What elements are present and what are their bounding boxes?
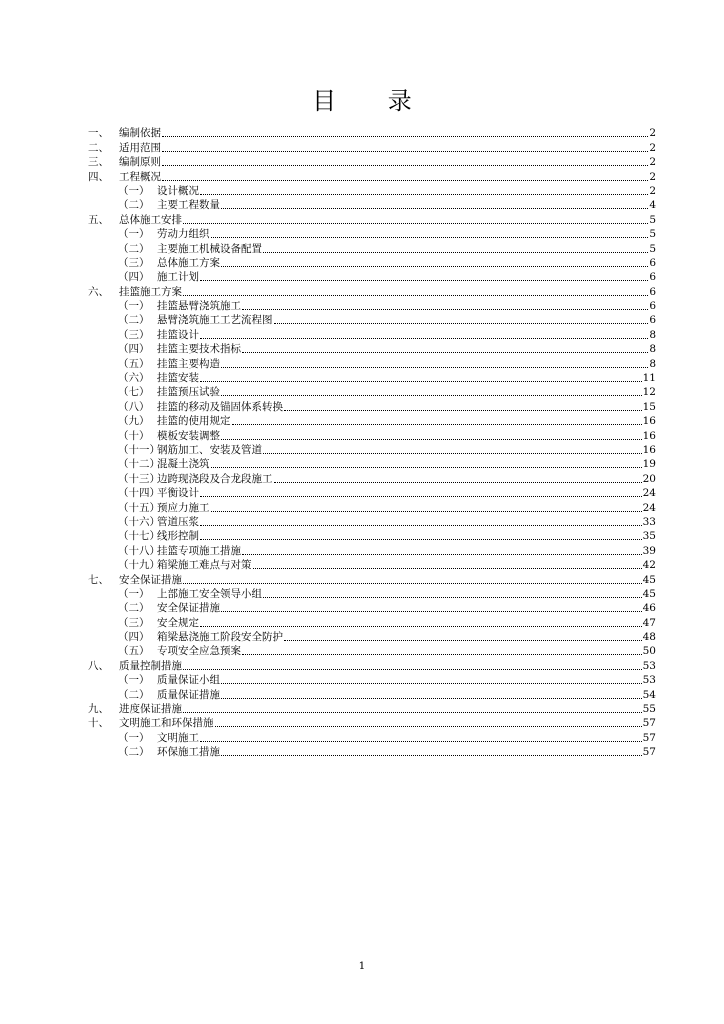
page-number: 1 [358, 960, 366, 972]
toc-entry-page: 57 [642, 746, 656, 759]
table-of-contents [88, 126, 656, 759]
toc-entry-number: （三） [118, 616, 150, 629]
toc-entry-title: 平衡设计 [157, 487, 199, 500]
toc-entry-title: 模板安装调整 [157, 429, 220, 442]
toc-entry-page: 5 [649, 213, 656, 226]
toc-entry[interactable] [88, 399, 656, 413]
toc-entry-number: （二） [118, 688, 150, 701]
toc-entry-number: 七、 [88, 573, 109, 586]
toc-dot-leader [221, 395, 642, 396]
toc-entry-number: （一） [118, 731, 150, 744]
toc-entry[interactable] [88, 327, 656, 341]
toc-entry-number: （三） [118, 256, 150, 269]
toc-dot-leader [200, 338, 648, 339]
toc-entry-title: 环保施工措施 [157, 746, 220, 759]
toc-entry[interactable] [88, 313, 656, 327]
toc-entry-number: 三、 [88, 156, 109, 169]
toc-entry[interactable] [88, 716, 656, 730]
toc-entry-page: 2 [649, 156, 656, 169]
toc-entry[interactable] [88, 673, 656, 687]
toc-entry-page: 11 [642, 372, 656, 385]
toc-entry-number: （十九） [118, 559, 160, 572]
toc-entry-number: （十二） [118, 458, 160, 471]
toc-entry-page: 47 [642, 616, 656, 629]
toc-entry[interactable] [88, 443, 656, 457]
toc-dot-leader [221, 266, 648, 267]
toc-entry[interactable] [88, 169, 656, 183]
toc-entry[interactable] [88, 745, 656, 759]
toc-entry[interactable] [88, 630, 656, 644]
toc-dot-leader [215, 726, 642, 727]
toc-dot-leader [284, 640, 642, 641]
toc-dot-leader [200, 626, 642, 627]
toc-dot-leader [183, 712, 642, 713]
toc-dot-leader [183, 669, 642, 670]
toc-entry-title: 管道压浆 [157, 515, 199, 528]
toc-entry-title: 质量保证小组 [157, 674, 220, 687]
toc-entry-number: （八） [118, 400, 150, 413]
toc-dot-leader [211, 467, 642, 468]
toc-entry-title: 劳动力组织 [157, 228, 210, 241]
toc-entry-page: 6 [649, 300, 656, 313]
toc-entry-number: （十） [118, 429, 150, 442]
toc-dot-leader [253, 568, 642, 569]
toc-entry-title: 进度保证措施 [119, 703, 182, 716]
toc-entry[interactable] [88, 198, 656, 212]
toc-entry-page: 5 [649, 228, 656, 241]
toc-entry-number: （二） [118, 746, 150, 759]
toc-entry-title: 悬臂浇筑施工工艺流程图 [157, 314, 273, 327]
toc-entry-page: 35 [642, 530, 656, 543]
toc-dot-leader [162, 180, 648, 181]
toc-dot-leader [162, 151, 648, 152]
toc-entry-number: 五、 [88, 213, 109, 226]
toc-entry-page: 16 [642, 415, 656, 428]
toc-entry-number: 六、 [88, 285, 109, 298]
toc-entry-number: 一、 [88, 127, 109, 140]
toc-dot-leader [211, 511, 642, 512]
toc-dot-leader [162, 165, 648, 166]
toc-entry[interactable] [88, 299, 656, 313]
toc-dot-leader [221, 611, 642, 612]
toc-entry[interactable] [88, 342, 656, 356]
toc-entry[interactable] [88, 515, 656, 529]
toc-entry-page: 55 [642, 703, 656, 716]
toc-entry-number: （二） [118, 199, 150, 212]
toc-dot-leader [200, 525, 642, 526]
toc-entry-number: （十一） [118, 443, 160, 456]
toc-entry-page: 42 [642, 559, 656, 572]
toc-entry[interactable] [88, 140, 656, 154]
toc-entry-title: 挂篮的移动及锚固体系转换 [157, 400, 283, 413]
toc-entry-number: （五） [118, 645, 150, 658]
toc-entry[interactable] [88, 486, 656, 500]
toc-entry-page: 39 [642, 544, 656, 557]
toc-entry[interactable] [88, 601, 656, 615]
toc-entry[interactable] [88, 212, 656, 226]
toc-entry-page: 15 [642, 400, 656, 413]
toc-entry-page: 20 [642, 472, 656, 485]
toc-entry-page: 5 [649, 242, 656, 255]
toc-entry-page: 6 [649, 314, 656, 327]
toc-entry-title: 适用范围 [119, 141, 161, 154]
toc-entry[interactable] [88, 371, 656, 385]
toc-entry[interactable] [88, 356, 656, 370]
toc-entry[interactable] [88, 126, 656, 140]
toc-entry-title: 混凝土浇筑 [157, 458, 210, 471]
toc-dot-leader [200, 741, 642, 742]
toc-entry-page: 4 [649, 199, 656, 212]
toc-entry-number: （六） [118, 372, 150, 385]
toc-dot-leader [200, 194, 648, 195]
toc-entry-title: 边跨现浇段及合龙段施工 [157, 472, 273, 485]
toc-entry-number: 四、 [88, 170, 109, 183]
toc-entry-title: 编制原则 [119, 156, 161, 169]
toc-entry-title: 挂篮主要构造 [157, 357, 220, 370]
toc-entry[interactable] [88, 730, 656, 744]
toc-entry-number: （七） [118, 386, 150, 399]
toc-dot-leader [200, 496, 642, 497]
toc-entry-number: （二） [118, 602, 150, 615]
toc-entry[interactable] [88, 687, 656, 701]
toc-entry-number: （一） [118, 674, 150, 687]
toc-dot-leader [263, 453, 642, 454]
toc-entry[interactable] [88, 270, 656, 284]
toc-dot-leader [221, 698, 642, 699]
toc-entry[interactable] [88, 644, 656, 658]
toc-dot-leader [221, 208, 648, 209]
toc-entry-number: （四） [118, 631, 150, 644]
toc-dot-leader [200, 539, 642, 540]
toc-entry-page: 2 [649, 170, 656, 183]
toc-entry-number: （十四） [118, 487, 160, 500]
toc-entry-page: 8 [649, 343, 656, 356]
toc-entry-title: 上部施工安全领导小组 [157, 587, 262, 600]
toc-entry-title: 编制依据 [119, 127, 161, 140]
toc-entry-page: 12 [642, 386, 656, 399]
toc-entry-page: 8 [649, 328, 656, 341]
toc-entry-number: （一） [118, 587, 150, 600]
toc-entry-page: 45 [642, 573, 656, 586]
toc-entry-page: 45 [642, 587, 656, 600]
toc-entry-number: 二、 [88, 141, 109, 154]
toc-entry-number: （二） [118, 314, 150, 327]
toc-entry-page: 46 [642, 602, 656, 615]
toc-dot-leader [274, 323, 649, 324]
toc-entry-number: （三） [118, 328, 150, 341]
toc-entry-page: 2 [649, 184, 656, 197]
toc-entry-title: 设计概况 [157, 184, 199, 197]
toc-entry-page: 6 [649, 256, 656, 269]
toc-dot-leader [183, 295, 648, 296]
toc-entry-page: 6 [649, 271, 656, 284]
toc-dot-leader [274, 482, 642, 483]
toc-entry-title: 线形控制 [157, 530, 199, 543]
toc-entry[interactable] [88, 241, 656, 255]
toc-entry-page: 8 [649, 357, 656, 370]
toc-entry-title: 文明施工和环保措施 [119, 717, 214, 730]
toc-entry-title: 总体施工安排 [119, 213, 182, 226]
toc-dot-leader [183, 583, 642, 584]
toc-entry-title: 安全保证措施 [157, 602, 220, 615]
toc-entry-title: 预应力施工 [157, 501, 210, 514]
toc-dot-leader [242, 554, 642, 555]
toc-entry-title: 总体施工方案 [157, 256, 220, 269]
toc-entry-title: 工程概况 [119, 170, 161, 183]
toc-entry-page: 19 [642, 458, 656, 471]
toc-entry-title: 施工计划 [157, 271, 199, 284]
toc-entry-title: 钢筋加工、安装及管道 [157, 443, 262, 456]
toc-entry-number: 十、 [88, 717, 109, 730]
toc-entry-title: 箱梁施工难点与对策 [157, 559, 252, 572]
toc-entry-page: 54 [642, 688, 656, 701]
toc-entry[interactable] [88, 457, 656, 471]
toc-entry-page: 16 [642, 429, 656, 442]
toc-entry-number: 八、 [88, 659, 109, 672]
toc-entry-title: 挂篮安装 [157, 372, 199, 385]
toc-entry-page: 48 [642, 631, 656, 644]
toc-dot-leader [211, 237, 649, 238]
toc-entry[interactable] [88, 558, 656, 572]
toc-entry-title: 挂篮的使用规定 [157, 415, 231, 428]
toc-entry[interactable] [88, 385, 656, 399]
toc-dot-leader [221, 755, 642, 756]
toc-entry-page: 24 [642, 501, 656, 514]
toc-entry-number: （一） [118, 184, 150, 197]
toc-entry-page: 57 [642, 717, 656, 730]
toc-entry-page: 2 [649, 127, 656, 140]
toc-entry-number: （九） [118, 415, 150, 428]
toc-entry-title: 专项安全应急预案 [157, 645, 241, 658]
toc-entry-title: 安全保证措施 [119, 573, 182, 586]
toc-dot-leader [221, 683, 642, 684]
toc-entry-number: （十六） [118, 515, 160, 528]
toc-entry-title: 主要施工机械设备配置 [157, 242, 262, 255]
toc-entry[interactable] [88, 587, 656, 601]
toc-entry[interactable] [88, 572, 656, 586]
toc-dot-leader [242, 654, 642, 655]
toc-entry-number: （一） [118, 228, 150, 241]
toc-entry-page: 53 [642, 674, 656, 687]
toc-entry[interactable] [88, 471, 656, 485]
toc-entry[interactable] [88, 500, 656, 514]
toc-entry-number: （十三） [118, 472, 160, 485]
toc-entry-number: （四） [118, 343, 150, 356]
toc-entry[interactable] [88, 615, 656, 629]
toc-entry[interactable] [88, 529, 656, 543]
toc-entry[interactable] [88, 256, 656, 270]
toc-entry-title: 箱梁悬浇施工阶段安全防护 [157, 631, 283, 644]
toc-entry-number: （十七） [118, 530, 160, 543]
toc-dot-leader [242, 309, 648, 310]
toc-entry[interactable] [88, 414, 656, 428]
toc-entry-number: （二） [118, 242, 150, 255]
toc-dot-leader [162, 136, 648, 137]
toc-dot-leader [200, 381, 642, 382]
toc-entry-page: 2 [649, 141, 656, 154]
toc-entry-page: 57 [642, 731, 656, 744]
toc-entry-page: 53 [642, 659, 656, 672]
toc-entry-title: 挂篮专项施工措施 [157, 544, 241, 557]
toc-entry-title: 挂篮施工方案 [119, 285, 182, 298]
toc-dot-leader [263, 252, 648, 253]
toc-dot-leader [232, 424, 642, 425]
toc-dot-leader [200, 280, 648, 281]
toc-entry-number: （十五） [118, 501, 160, 514]
toc-entry-title: 挂篮设计 [157, 328, 199, 341]
toc-entry-page: 50 [642, 645, 656, 658]
toc-dot-leader [284, 410, 642, 411]
toc-dot-leader [221, 367, 648, 368]
toc-entry-number: （十八） [118, 544, 160, 557]
toc-entry[interactable] [88, 658, 656, 672]
toc-entry[interactable] [88, 227, 656, 241]
toc-entry[interactable] [88, 702, 656, 716]
toc-dot-leader [183, 223, 648, 224]
toc-entry[interactable] [88, 184, 656, 198]
toc-entry-number: （一） [118, 300, 150, 313]
toc-dot-leader [263, 597, 642, 598]
toc-entry-title: 主要工程数量 [157, 199, 220, 212]
toc-entry-title: 挂篮悬臂浇筑施工 [157, 300, 241, 313]
toc-entry-title: 挂篮预压试验 [157, 386, 220, 399]
toc-entry-title: 质量控制措施 [119, 659, 182, 672]
toc-entry[interactable] [88, 428, 656, 442]
toc-entry-title: 文明施工 [157, 731, 199, 744]
toc-entry-title: 质量保证措施 [157, 688, 220, 701]
toc-dot-leader [242, 352, 648, 353]
toc-entry-number: （四） [118, 271, 150, 284]
toc-entry-number: 九、 [88, 703, 109, 716]
toc-dot-leader [221, 439, 642, 440]
toc-entry[interactable] [88, 155, 656, 169]
toc-entry-page: 24 [642, 487, 656, 500]
toc-entry-title: 挂篮主要技术指标 [157, 343, 241, 356]
page-title: 目 录 [312, 87, 434, 115]
toc-entry-number: （五） [118, 357, 150, 370]
toc-entry-page: 16 [642, 443, 656, 456]
toc-entry[interactable] [88, 284, 656, 298]
toc-entry[interactable] [88, 543, 656, 557]
toc-entry-title: 安全规定 [157, 616, 199, 629]
toc-entry-page: 6 [649, 285, 656, 298]
toc-entry-page: 33 [642, 515, 656, 528]
